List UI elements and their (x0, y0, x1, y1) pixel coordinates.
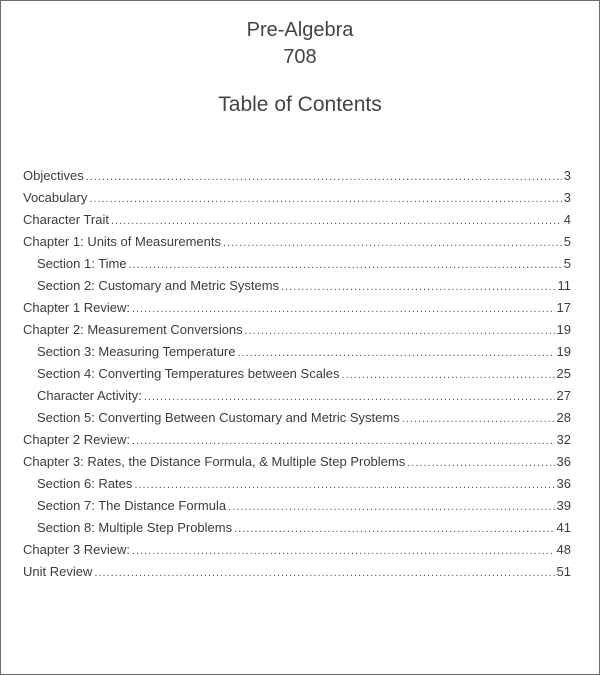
toc-heading: Table of Contents (218, 93, 382, 116)
toc-entry-page-number: 32 (556, 432, 571, 447)
toc-entry-label: Section 7: The Distance Formula (37, 498, 227, 513)
toc-entry[interactable] (23, 385, 571, 407)
toc-dot-leader (234, 518, 554, 540)
toc-entry-label: Character Activity: (37, 388, 142, 403)
toc-entry-page-number: 28 (556, 410, 571, 425)
toc-entry-label: Chapter 1: Units of Measurements (23, 234, 221, 249)
toc-entry-page-number: 11 (557, 278, 571, 293)
toc-entry-label: Section 3: Measuring Temperature (37, 344, 236, 359)
toc-entry-page-number: 36 (556, 454, 571, 469)
toc-entry[interactable] (23, 209, 571, 231)
toc-entry-page-number: 48 (556, 542, 571, 557)
toc-dot-leader (86, 166, 562, 188)
toc-dot-leader (134, 474, 554, 496)
toc-entry-page-number: 27 (556, 388, 571, 403)
toc-entry-page-number: 5 (563, 256, 571, 271)
toc-dot-leader (228, 496, 554, 518)
toc-entry[interactable] (23, 253, 571, 275)
toc-dot-leader (281, 276, 555, 298)
toc-entry[interactable] (23, 319, 571, 341)
document-header (1, 17, 599, 119)
toc-entry-page-number: 39 (556, 498, 571, 513)
toc-entry-page-number: 3 (563, 168, 571, 183)
toc-entry[interactable] (23, 341, 571, 363)
toc-entry-label: Unit Review (23, 564, 93, 579)
toc-entry-label: Chapter 2 Review: (23, 432, 130, 447)
course-number: 708 (283, 46, 317, 68)
toc-entry-label: Section 4: Converting Temperatures between Scales (37, 366, 340, 381)
toc-entry[interactable] (23, 517, 571, 539)
toc-entry-label: Section 6: Rates (37, 476, 133, 491)
toc-dot-leader (89, 188, 561, 210)
toc-entry-label: Chapter 3: Rates, the Distance Formula, & Multiple Step Problems (23, 454, 406, 469)
toc-dot-leader (132, 298, 555, 320)
toc-dot-leader (132, 540, 555, 562)
toc-entry-page-number: 17 (556, 300, 571, 315)
toc-entry-label: Section 8: Multiple Step Problems (37, 520, 233, 535)
toc-dot-leader (237, 342, 554, 364)
toc-entry-label: Section 1: Time (37, 256, 127, 271)
toc-entry[interactable] (23, 407, 571, 429)
toc-dot-leader (144, 386, 555, 408)
toc-dot-leader (129, 254, 562, 276)
toc-entry-page-number: 25 (556, 366, 571, 381)
toc-entry[interactable] (23, 297, 571, 319)
toc-dot-leader (245, 320, 555, 342)
toc-entry-page-number: 19 (556, 344, 571, 359)
toc-entry-label: Character Trait (23, 212, 109, 227)
toc-entry-page-number: 19 (556, 322, 571, 337)
toc-dot-leader (402, 408, 555, 430)
toc-dot-leader (407, 452, 554, 474)
toc-entry-page-number: 5 (563, 234, 571, 249)
toc-entry-label: Chapter 1 Review: (23, 300, 130, 315)
toc-entry-label: Objectives (23, 168, 84, 183)
toc-entry-page-number: 3 (563, 190, 571, 205)
toc-entry-label: Chapter 2: Measurement Conversions (23, 322, 243, 337)
toc-entry[interactable] (23, 451, 571, 473)
toc-entry-label: Vocabulary (23, 190, 88, 205)
toc-entry[interactable] (23, 473, 571, 495)
toc-dot-leader (94, 562, 554, 584)
toc-dot-leader (111, 210, 562, 232)
toc-entry[interactable] (23, 363, 571, 385)
toc-entry[interactable] (23, 495, 571, 517)
toc-entry-page-number: 51 (556, 564, 571, 579)
toc-entry-label: Section 5: Converting Between Customary and Metric Systems (37, 410, 400, 425)
toc-entry-page-number: 4 (563, 212, 571, 227)
toc-entry-page-number: 36 (556, 476, 571, 491)
course-title: Pre-Algebra (246, 19, 354, 41)
toc-entry[interactable] (23, 561, 571, 583)
toc-entry[interactable] (23, 275, 571, 297)
toc-dot-leader (132, 430, 555, 452)
toc-entry-label: Chapter 3 Review: (23, 542, 130, 557)
toc-dot-leader (342, 364, 555, 386)
toc-entry[interactable] (23, 187, 571, 209)
table-of-contents (23, 165, 571, 583)
toc-entry-label: Section 2: Customary and Metric Systems (37, 278, 280, 293)
toc-entry[interactable] (23, 165, 571, 187)
toc-entry[interactable] (23, 539, 571, 561)
toc-entry[interactable] (23, 231, 571, 253)
toc-entry[interactable] (23, 429, 571, 451)
toc-entry-page-number: 41 (556, 520, 571, 535)
toc-dot-leader (223, 232, 562, 254)
